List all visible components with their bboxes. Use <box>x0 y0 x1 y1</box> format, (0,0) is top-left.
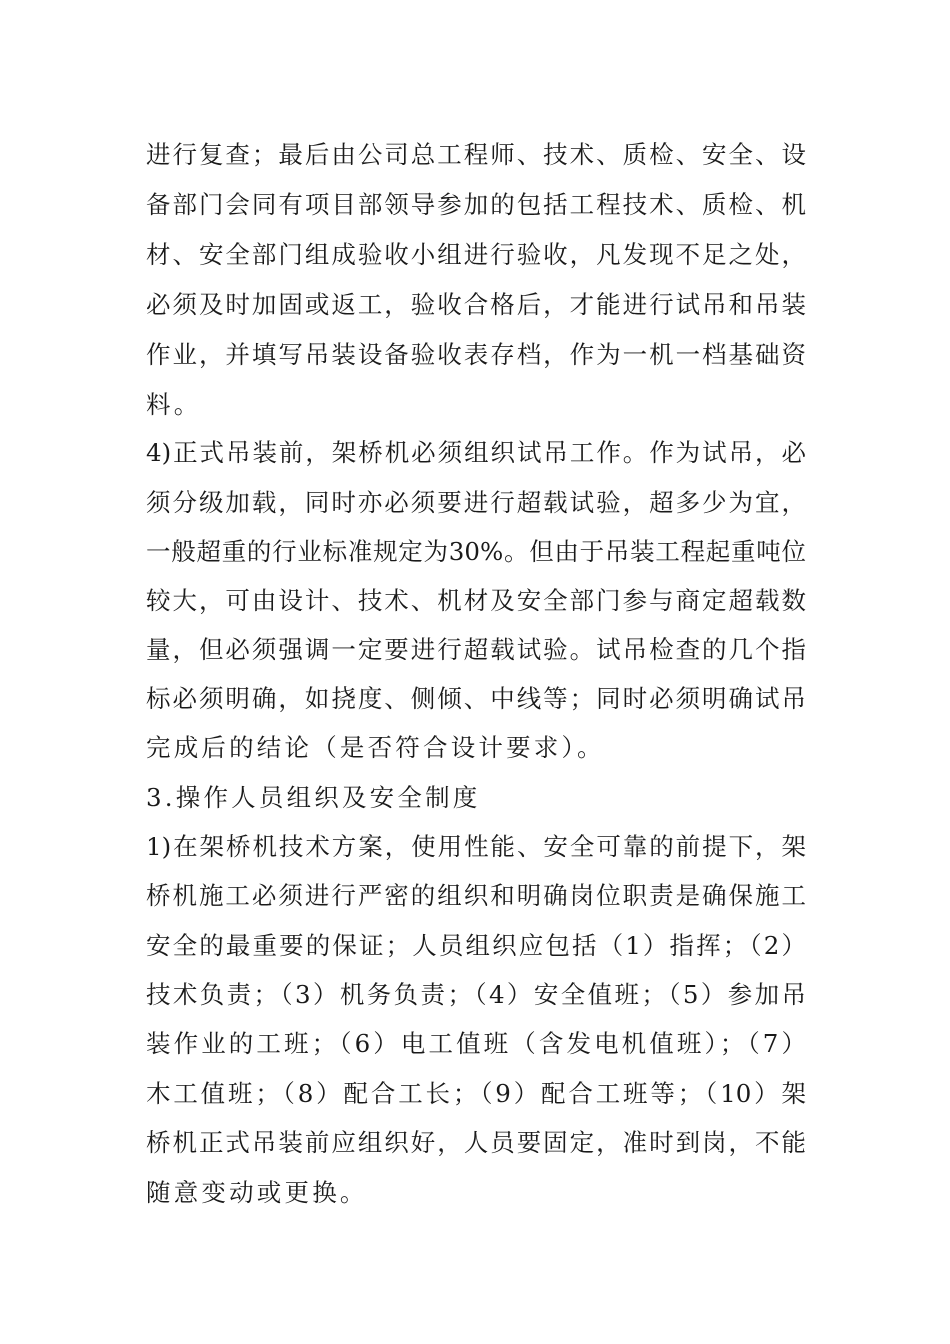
paragraph-line: 料。 <box>146 390 202 419</box>
paragraph-line: 木工值班；（8）配合工长；（9）配合工班等；（10）架 <box>146 1079 806 1108</box>
paragraph-line: 标必须明确，如挠度、侧倾、中线等；同时必须明确试吊 <box>146 684 806 713</box>
paragraph-line: 技术负责；（3）机务负责；（4）安全值班；（5）参加吊 <box>146 980 806 1009</box>
paragraph-line: 量，但必须强调一定要进行超载试验。试吊检查的几个指 <box>146 635 806 664</box>
paragraph-line: 1)在架桥机技术方案，使用性能、安全可靠的前提下，架 <box>146 832 806 861</box>
paragraph-line: 备部门会同有项目部领导参加的包括工程技术、质检、机 <box>146 190 806 219</box>
paragraph-line: 进行复查；最后由公司总工程师、技术、质检、安全、设 <box>146 140 806 169</box>
paragraph-line: 须分级加载，同时亦必须要进行超载试验，超多少为宜， <box>146 488 806 517</box>
paragraph-line: 作业，并填写吊装设备验收表存档，作为一机一档基础资 <box>146 340 806 369</box>
paragraph-line: 安全的最重要的保证；人员组织应包括（1）指挥；（2） <box>146 931 806 960</box>
paragraph-line: 一般超重的行业标准规定为30%。但由于吊装工程起重吨位 <box>146 537 806 566</box>
paragraph-line: 桥机正式吊装前应组织好，人员要固定，准时到岗，不能 <box>146 1128 806 1157</box>
paragraph-line: 桥机施工必须进行严密的组织和明确岗位职责是确保施工 <box>146 881 806 910</box>
paragraph-line: 装作业的工班；（6）电工值班（含发电机值班）；（7） <box>146 1029 806 1058</box>
paragraph-line: 必须及时加固或返工，验收合格后，才能进行试吊和吊装 <box>146 290 806 319</box>
paragraph-line: 较大，可由设计、技术、机材及安全部门参与商定超载数 <box>146 586 806 615</box>
paragraph-line: 随意变动或更换。 <box>146 1178 368 1207</box>
section-heading: 3.操作人员组织及安全制度 <box>146 783 481 812</box>
paragraph-line: 完成后的结论（是否符合设计要求）。 <box>146 733 605 762</box>
paragraph-line: 4)正式吊装前，架桥机必须组织试吊工作。作为试吊，必 <box>146 438 806 467</box>
paragraph-line: 材、安全部门组成验收小组进行验收，凡发现不足之处， <box>146 240 806 269</box>
